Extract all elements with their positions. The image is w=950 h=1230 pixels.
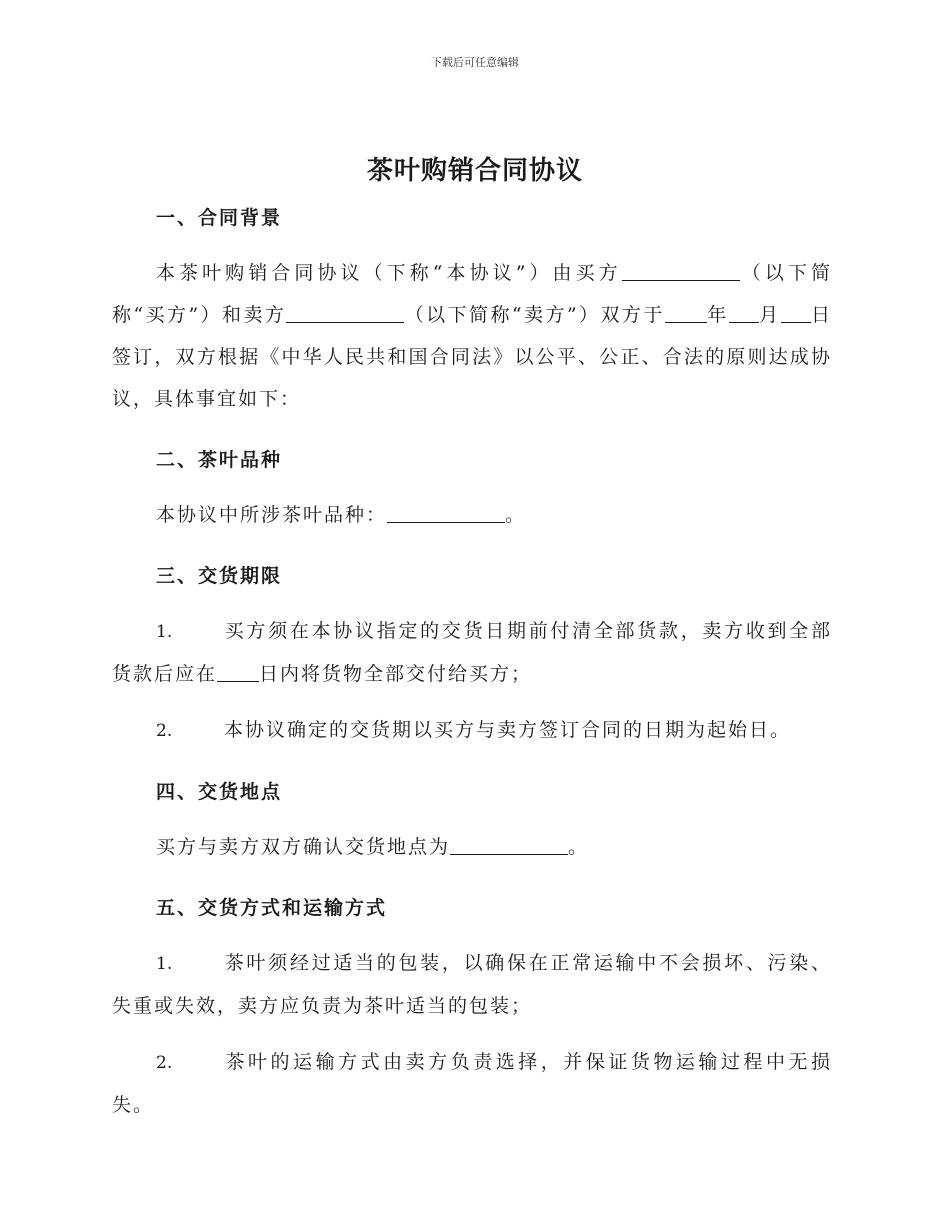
text-fragment: 月 (758, 304, 781, 326)
delivery-period-item-2 (112, 709, 832, 752)
text-fragment: 。 (568, 836, 590, 858)
text-fragment: 茶叶须经过适当的包装，以确保在正常运输中不会损坏、污染、失重或失效，卖方应负责为茶叶适当的包装； (112, 952, 832, 1017)
item-number: 2. (156, 721, 173, 741)
day-blank (781, 300, 811, 323)
section-heading-background: 一、合同背景 (156, 207, 283, 229)
background-paragraph (112, 252, 832, 420)
text-fragment: （以下简称“买方”）和卖方 (112, 262, 832, 326)
document-body (112, 190, 832, 1126)
text-fragment: 日签订，双方根据《中华人民共和国合同法》以公平、公正、合法的原则达成协议，具体事宜如下： (112, 304, 832, 410)
section-heading-tea-variety: 二、茶叶品种 (156, 449, 283, 471)
text-fragment: 本协议中所涉茶叶品种： (156, 504, 388, 526)
section-heading-delivery-period: 三、交货期限 (156, 565, 283, 587)
text-fragment: 买方与卖方双方确认交货地点为 (156, 836, 451, 858)
text-fragment: 日内将货物全部交付给买方； (259, 663, 533, 685)
text-fragment: 茶叶的运输方式由卖方负责选择，并保证货物运输过程中无损失。 (112, 1051, 832, 1116)
text-fragment: （以下简称“卖方”）双方于 (404, 304, 665, 326)
document-title: 茶叶购销合同协议 (366, 156, 583, 186)
delivery-location-paragraph (112, 826, 832, 868)
delivery-days-blank (217, 659, 259, 682)
text-fragment: 本协议确定的交货期以买方与卖方签订合同的日期为起始日。 (224, 719, 792, 741)
text-fragment: 买方须在本协议指定的交货日期前付清全部货款，卖方收到全部货款后应在 (112, 620, 832, 685)
transport-item-1 (112, 942, 832, 1027)
year-blank (665, 300, 707, 323)
tea-variety-blank (387, 500, 505, 523)
text-fragment: 。 (505, 504, 527, 526)
buyer-name-blank (622, 258, 740, 281)
item-number: 2. (156, 1053, 173, 1073)
tea-variety-paragraph (112, 494, 832, 536)
item-number: 1. (156, 622, 173, 642)
seller-name-blank (286, 300, 404, 323)
header-note: 下载后可任意编辑 (431, 56, 519, 69)
delivery-period-item-1 (112, 610, 832, 695)
delivery-location-blank (450, 832, 568, 855)
text-fragment: 年 (706, 304, 729, 326)
transport-item-2 (112, 1041, 832, 1126)
text-fragment: 本茶叶购销合同协议（下称“本协议”）由买方 (156, 262, 622, 284)
section-heading-delivery-location: 四、交货地点 (156, 781, 283, 803)
month-blank (729, 300, 759, 323)
item-number: 1. (156, 954, 173, 974)
section-heading-delivery-transport: 五、交货方式和运输方式 (156, 897, 388, 919)
